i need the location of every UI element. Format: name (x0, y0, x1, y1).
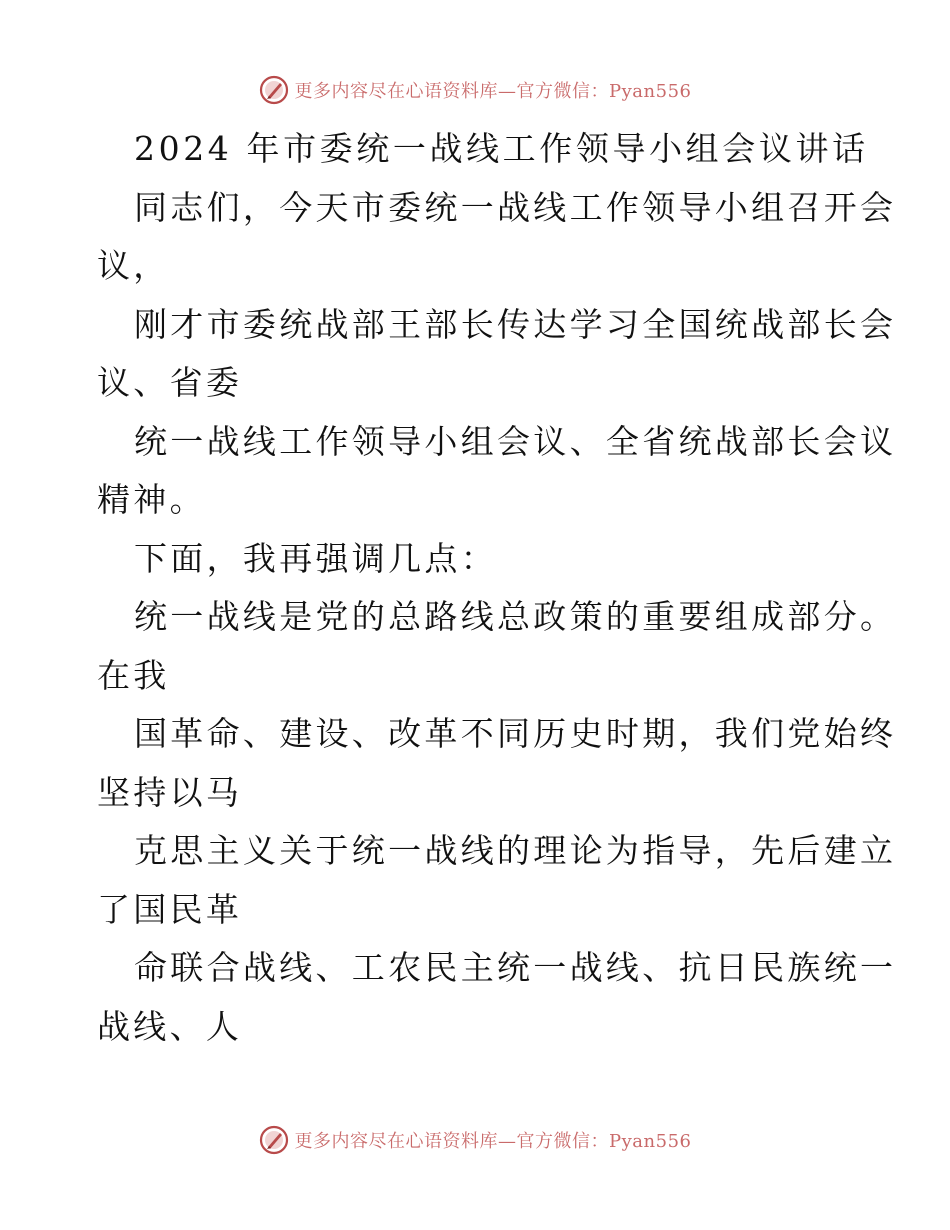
text-line: 刚才市委统战部王部长传达学习全国统战部长会 (134, 304, 897, 344)
text-line: 精神。 (97, 480, 206, 519)
text-line: 议、省委 (97, 363, 243, 402)
text-line: 下面，我再强调几点： (134, 538, 497, 578)
document-title: 2024 年市委统一战线工作领导小组会议讲话 (134, 129, 869, 168)
footer-watermark (0, 1120, 950, 1160)
text-line: 同志们，今天市委统一战线工作领导小组召开会 (134, 187, 897, 227)
text-line: 了国民革 (97, 889, 243, 929)
text-line: 在我 (97, 655, 170, 695)
watermark-text: 更多内容尽在心语资料库—官方微信：Pyan556 (294, 81, 692, 102)
text-line: 议， (97, 246, 170, 285)
text-line: 统一战线工作领导小组会议、全省统战部长会议 (134, 421, 897, 461)
watermark-text: 更多内容尽在心语资料库—官方微信：Pyan556 (294, 1131, 692, 1152)
header-watermark (0, 70, 950, 110)
text-line: 国革命、建设、改革不同历史时期，我们党始终 (134, 714, 897, 753)
document-body (97, 120, 897, 1056)
text-line: 克思主义关于统一战线的理论为指导，先后建立 (134, 831, 897, 870)
text-line: 统一战线是党的总路线总政策的重要组成部分。 (134, 597, 897, 636)
quill-pen-seal-icon (259, 1125, 289, 1155)
text-line: 坚持以马 (97, 772, 243, 812)
text-line: 命联合战线、工农民主统一战线、抗日民族统一 (134, 948, 897, 987)
quill-pen-seal-icon (259, 75, 289, 105)
text-line: 战线、人 (97, 1006, 243, 1046)
